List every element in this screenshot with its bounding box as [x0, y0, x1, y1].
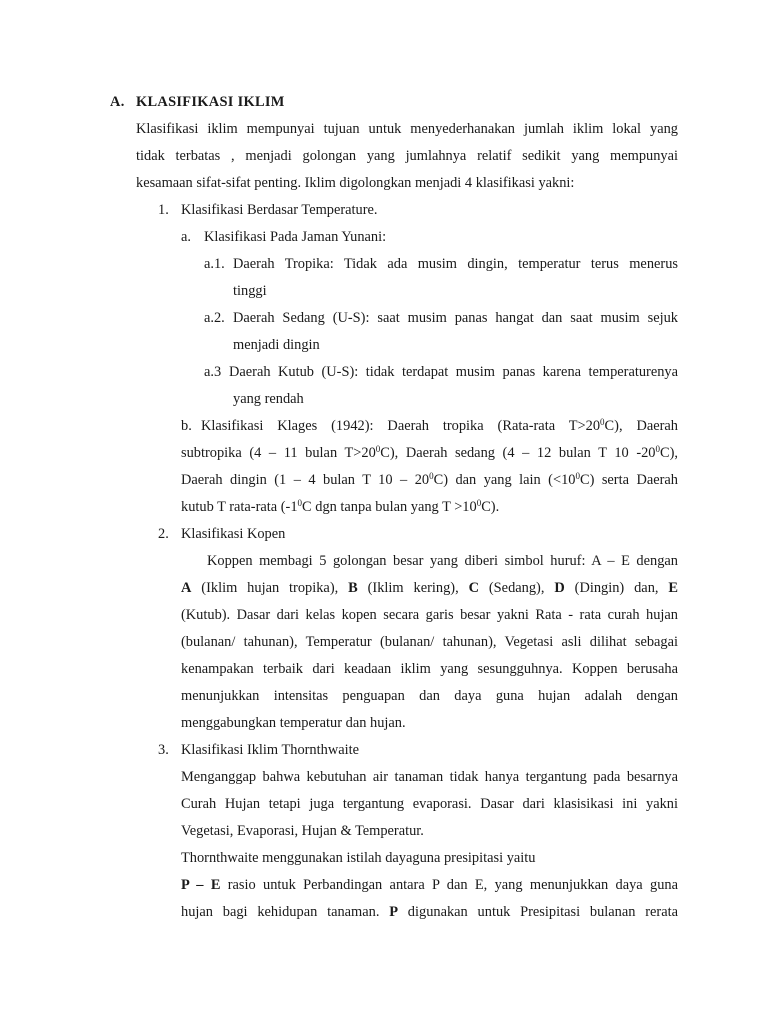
- item1b-line-1: Klasifikasi Klages (1942): Daerah tropika (Rata-rata $T>20^0C$), Daerah: [201, 417, 678, 434]
- item3-line-1: Menganggap bahwa kebutuhan air tanaman tidak hanya tergantung pada besarnya: [181, 769, 678, 785]
- item3-line-2: Curah Hujan tetapi juga tergantung evaporasi. Dasar dari klasisikasi ini yakni: [181, 796, 678, 812]
- subitem-a1-line-1: Daerah Tropika: Tidak ada musim dingin, temperatur terus menerus: [233, 256, 678, 272]
- item2-line-7: menggabungkan temperatur dan hujan.: [181, 715, 406, 731]
- item2-line-2: A (Iklim hujan tropika), B (Iklim kering), C (Sedang), D (Dingin) dan, E: [181, 580, 678, 596]
- section-marker: A.: [110, 94, 125, 110]
- subitem-a1-line-2: tinggi: [233, 283, 267, 299]
- subitem-a2-line-2: menjadi dingin: [233, 337, 320, 353]
- item2-line-1: Koppen membagi 5 golongan besar yang diberi simbol huruf: A – E dengan: [207, 553, 678, 569]
- subitem-a2-marker: a.2.: [204, 310, 225, 326]
- section-title: KLASIFIKASI IKLIM: [136, 94, 285, 110]
- item3-line-3: Vegetasi, Evaporasi, Hujan & Temperatur.: [181, 823, 424, 839]
- subitem-a3-marker: a.3: [204, 364, 222, 380]
- item2-title: Klasifikasi Kopen: [181, 526, 286, 542]
- item1b-line-2: subtropika (4 – 11 bulan $T>20^0C$), Daerah sedang (4 – 12 bulan T 10 $-20^0C$),: [181, 444, 678, 461]
- subitem-a3-line-2: yang rendah: [233, 391, 304, 407]
- item2-line-5: kenampakan terbaik dari keadaan iklim yang sesungguhnya. Koppen berusaha: [181, 661, 678, 677]
- item1a-title: Klasifikasi Pada Jaman Yunani:: [204, 229, 387, 245]
- item3-line-6: hujan bagi kehidupan tanaman. P digunakan untuk Presipitasi bulanan rerata: [181, 904, 678, 920]
- item3-line-4: Thornthwaite menggunakan istilah dayaguna presipitasi yaitu: [181, 850, 536, 866]
- intro-line-2: tidak terbatas , menjadi golongan yang jumlahnya relatif sedikit yang mempunyai: [136, 148, 678, 164]
- item1b-marker: b.: [181, 418, 192, 434]
- subitem-a1-marker: a.1.: [204, 256, 225, 272]
- item3-line-5: P – E rasio untuk Perbandingan antara P dan E, yang menunjukkan daya guna: [181, 877, 678, 893]
- item1a-marker: a.: [181, 229, 191, 245]
- item3-number: 3.: [158, 742, 169, 758]
- subitem-a2-line-1: Daerah Sedang (U-S): saat musim panas hangat dan saat musim sejuk: [233, 310, 678, 326]
- item2-line-6: menunjukkan intensitas penguapan dan daya guna hujan adalah dengan: [181, 688, 678, 704]
- item2-line-4: (bulanan/ tahunan), Temperatur (bulanan/ tahunan), Vegetasi asli dilihat sebagai: [181, 634, 678, 650]
- item1b-line-3: Daerah dingin (1 – 4 bulan T $10 - 20^0C$) dan yang lain $(<10^0C)$ serta Daerah: [181, 471, 678, 488]
- item2-line-3: (Kutub). Dasar dari kelas kopen secara garis besar yakni Rata - rata curah hujan: [181, 607, 678, 623]
- item1b-line-4: kutub T rata-rata ($-1^0C$ dgn tanpa bulan yang $T >10^0C$).: [181, 498, 500, 515]
- item3-title: Klasifikasi Iklim Thornthwaite: [181, 742, 359, 758]
- subitem-a3-line-1: Daerah Kutub (U-S): tidak terdapat musim panas karena temperaturenya: [229, 364, 678, 380]
- item2-number: 2.: [158, 526, 169, 542]
- intro-line-3: kesamaan sifat-sifat penting. Iklim digolongkan menjadi 4 klasifikasi yakni:: [136, 175, 575, 191]
- item1-title: Klasifikasi Berdasar Temperature.: [181, 202, 378, 218]
- item1-number: 1.: [158, 202, 169, 218]
- intro-line-1: Klasifikasi iklim mempunyai tujuan untuk menyederhanakan jumlah iklim lokal yang: [136, 121, 678, 137]
